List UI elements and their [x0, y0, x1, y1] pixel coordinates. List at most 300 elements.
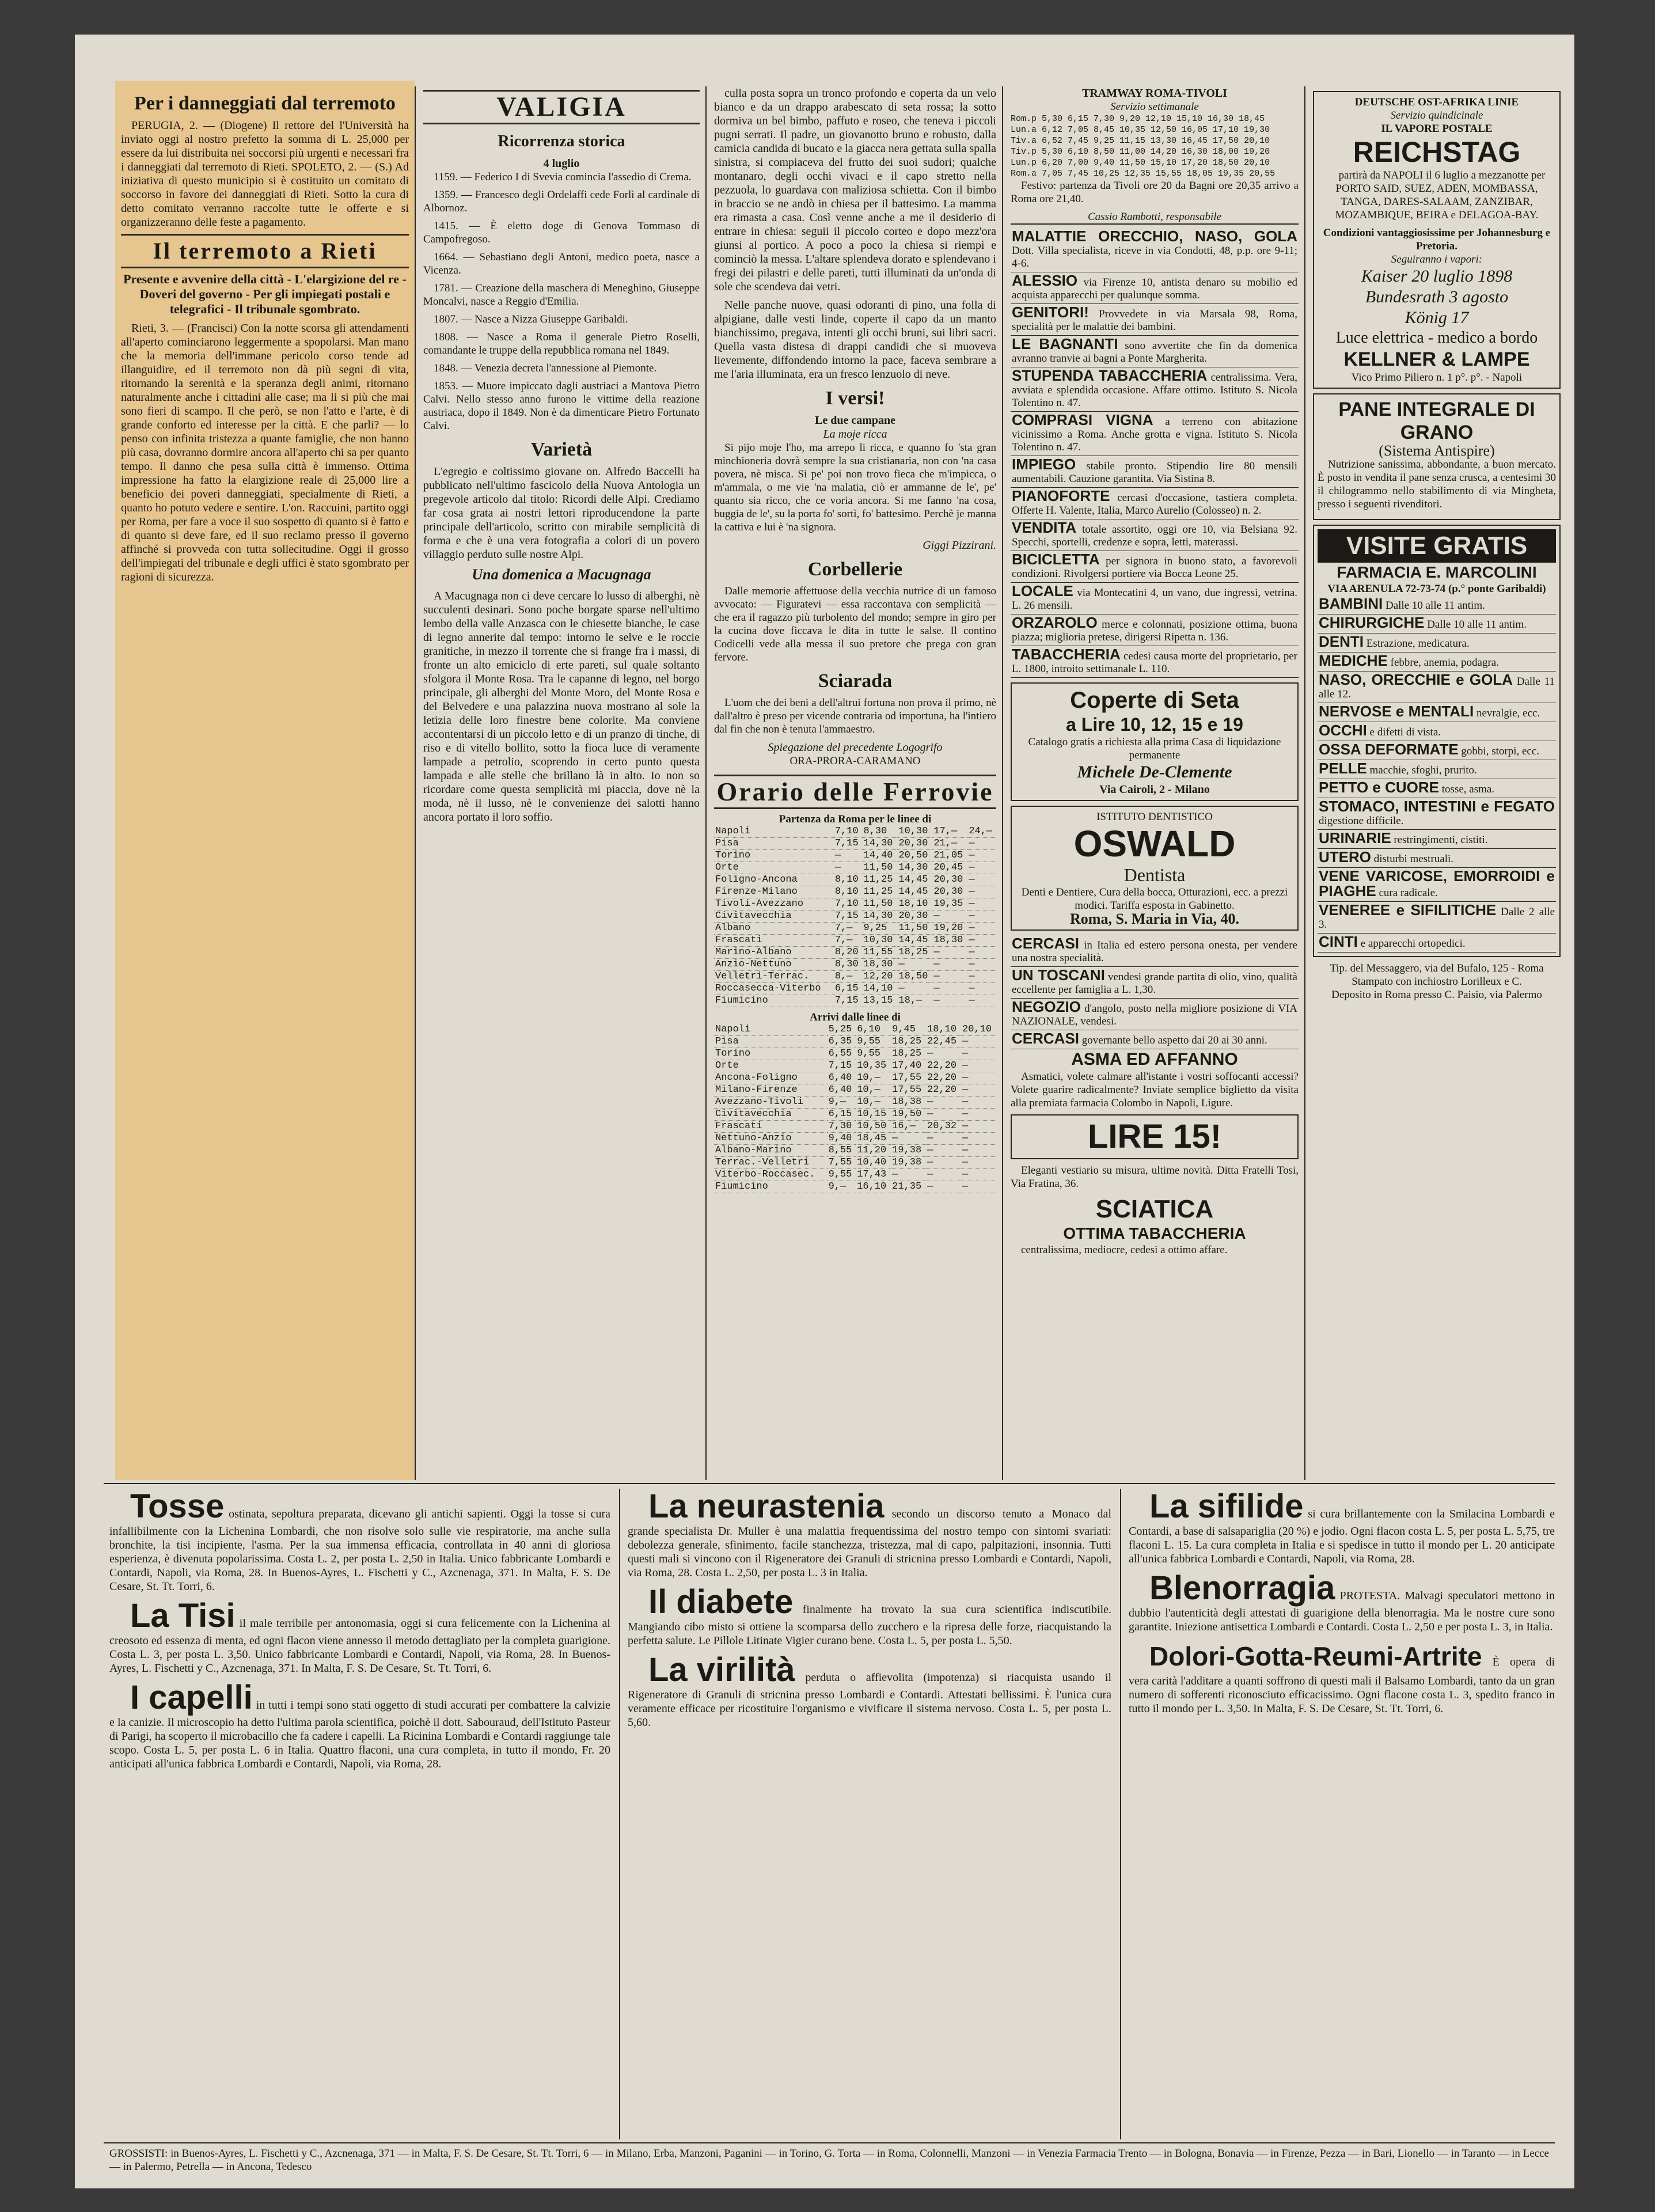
timetable-time: — [961, 1133, 996, 1145]
timetable-station: Pisa [714, 1036, 828, 1048]
chronicle-item: 1159. — Federico I di Svevia comincia l'assedio di Crema. [434, 171, 692, 183]
silk-ad [1011, 682, 1299, 801]
classified-ads [1011, 935, 1299, 1049]
free-visits-specialty: BAMBINI [1319, 595, 1383, 612]
timetable-station: Pisa [714, 838, 834, 850]
classified-ad-headline: UN TOSCANI [1012, 966, 1105, 984]
timetable-row [714, 1145, 996, 1157]
classified-ad-headline: COMPRASI VIGNA [1012, 411, 1153, 428]
timetable-row [714, 983, 996, 995]
timetable-time: 18,— [897, 995, 932, 1007]
timetable-station: Napoli [714, 1024, 828, 1036]
timetable-time: 16,10 [856, 1181, 891, 1193]
timetable-station: Torino [714, 1048, 828, 1060]
timetable-time: 18,50 [897, 971, 932, 983]
free-visits-item [1318, 760, 1556, 779]
classified-ad-text: centralissima. Vera, avviata e splendida occasione. Affare ottimo. Istituto S. Nicola Tolentino n. 47. [1012, 371, 1298, 409]
timetable-station: Napoli [714, 826, 834, 838]
timetable-departures [714, 826, 996, 1007]
tram-row: Lun.a 6,12 7,05 8,45 10,35 12,50 16,05 17,10 19,30 [1011, 125, 1270, 135]
classified-ad [1011, 228, 1299, 272]
free-visits-specialty: DENTI [1319, 633, 1364, 650]
free-visits-specialty: URINARIE [1319, 829, 1391, 847]
timetable-time: — [967, 910, 996, 923]
column-1 [121, 86, 409, 1480]
free-visits-item [1318, 830, 1556, 849]
timetable-time: 9,— [828, 1181, 856, 1193]
classified-ad-headline: CERCASI [1012, 935, 1080, 952]
section-title: Ricorrenza storica [498, 132, 625, 150]
free-visits-specialty: PELLE [1319, 760, 1367, 777]
classified-ad [1011, 488, 1299, 519]
timetable-time: 9,45 [891, 1024, 926, 1036]
timetable-station: Nettuno-Anzio [714, 1133, 828, 1145]
dentist-ad [1011, 806, 1299, 931]
timetable-station: Orte [714, 862, 834, 874]
asthma-ad-text: Asmatici, volete calmare all'istante i vostri soffocanti accessi? Volete guarire radicalmente? Inviate semplice biglietto da visita alla premiata farmacia Colombo in Napoli, Ligure. [1011, 1071, 1299, 1109]
timetable-time: 10,40 [856, 1157, 891, 1169]
timetable-time: — [967, 850, 996, 862]
timetable-time: 6,10 [856, 1024, 891, 1036]
ad-body: il male terribile per antonomasia, oggi si cura felicemente con la Lichenina al creosoto ed essenza di menta, ed ogni flacon viene annesso il metodo dettagliato per la completa guarigione. Costa L. 3, per posta L. 3,50. Unico fabbricante Lombardi e Contardi, Napoli, via Roma, 28. In Buenos-Ayres, L. Fischetti y C., Azcnenaga, 371. In Malta, F. S. De Cesare, St. Tt. Torri, 6. [109, 1617, 610, 1675]
bottom-column-2 [628, 1489, 1111, 2139]
timetable-time: — [961, 1181, 996, 1193]
timetable-time: — [961, 1145, 996, 1157]
timetable-time: 8,— [834, 971, 863, 983]
timetable-time: 18,25 [897, 947, 932, 959]
timetable-time: 8,55 [828, 1145, 856, 1157]
classified-ad-headline: GENITORI! [1012, 303, 1089, 321]
timetable-time: 18,45 [856, 1133, 891, 1145]
bread-ad-text: Nutrizione sanissima, abbondante, a buon mercato. È posto in vendita il pane senza crusca, a centesimi 30 il chilogrammo nello stabilimento di via Mingheta, presso i seguenti rivenditori. [1318, 458, 1556, 510]
ad-headline: La virilità [648, 1651, 795, 1689]
classified-ad-headline: VENDITA [1012, 519, 1077, 536]
timetable-station: Frascati [714, 935, 834, 947]
classified-ad-headline: IMPIEGO [1012, 456, 1076, 473]
timetable-row [714, 838, 996, 850]
timetable-time: 7,15 [834, 910, 863, 923]
classified-ad-headline: ALESSIO [1012, 272, 1078, 289]
timetable-time: — [967, 983, 996, 995]
article-title: Il terremoto a Rieti [121, 234, 409, 268]
free-visits-ad [1313, 525, 1561, 957]
classified-ad-headline: CERCASI [1012, 1030, 1080, 1047]
classified-ad [1011, 583, 1299, 614]
timetable-time: — [961, 1109, 996, 1121]
newspaper-page [75, 35, 1574, 2188]
shipping-ad-ship-item: Bundesrath 3 agosto [1365, 287, 1509, 306]
timetable-time: — [961, 1036, 996, 1048]
timetable-time: 10,30 [897, 826, 932, 838]
dentist-ad-address: Roma, S. Maria in Via, 40. [1070, 910, 1239, 927]
timetable-time: — [961, 1169, 996, 1181]
puzzle-solution: ORA-PRORA-CARAMANO [789, 755, 921, 767]
article-title: Corbellerie [807, 559, 903, 580]
classified-ad-text: via Firenze 10, antista denaro su mobilio ed acquista apparecchi per qualunque somma. [1012, 276, 1298, 301]
free-visits-item [1318, 741, 1556, 760]
ad-headline: I capelli [130, 1679, 253, 1716]
timetable-row [714, 1036, 996, 1048]
timetable-station: Orte [714, 1060, 828, 1072]
timetable-row [714, 1060, 996, 1072]
tram-row: Lun.p 6,20 7,00 9,40 11,50 15,10 17,20 18,50 20,10 [1011, 158, 1270, 168]
timetable-time: 10,30 [863, 935, 898, 947]
timetable-time: 20,30 [897, 910, 932, 923]
timetable-time: 10,— [856, 1072, 891, 1084]
ad-headline: La sifilide [1149, 1489, 1304, 1525]
timetable-time: — [967, 862, 996, 874]
timetable-time: 20,45 [932, 862, 967, 874]
bread-ad-sub: (Sistema Antispire) [1379, 442, 1495, 459]
timetable-row [714, 1133, 996, 1145]
classified-ad-headline: NEGOZIO [1012, 998, 1081, 1015]
asthma-ad-title: ASMA ED AFFANNO [1071, 1050, 1238, 1069]
classified-ad [1011, 614, 1299, 646]
timetable-time: 19,35 [932, 898, 967, 910]
timetable-time: — [967, 874, 996, 886]
timetable-time: 6,15 [828, 1109, 856, 1121]
timetable-time: 17,43 [856, 1169, 891, 1181]
timetable-time: 22,45 [926, 1036, 961, 1048]
free-visits-item [1318, 652, 1556, 671]
timetable-time: 10,— [856, 1096, 891, 1109]
bread-ad-title: PANE INTEGRALE DI GRANO [1338, 399, 1535, 443]
classified-ad [1011, 456, 1299, 488]
classified-ad [1011, 967, 1299, 999]
timetable-time: — [961, 1157, 996, 1169]
timetable-row [714, 1048, 996, 1060]
timetable-time: 11,25 [863, 874, 898, 886]
timetable-time: — [891, 1133, 926, 1145]
timetable-time: 10,35 [856, 1060, 891, 1072]
poem-title: I versi! [825, 388, 885, 409]
classified-ad [1011, 1030, 1299, 1049]
timetable-row [714, 1181, 996, 1193]
timetable-time: — [967, 995, 996, 1007]
dentist-ad-top: ISTITUTO DENTISTICO [1096, 811, 1213, 823]
timetable-station: Avezzano-Tivoli [714, 1096, 828, 1109]
timetable-row [714, 995, 996, 1007]
timetable-arrivals-title: Arrivi dalle linee di [810, 1011, 901, 1023]
timetable-time: 8,30 [834, 959, 863, 971]
timetable-time: — [926, 1048, 961, 1060]
timetable-time: 18,25 [891, 1036, 926, 1048]
timetable-time: 22,20 [926, 1072, 961, 1084]
free-visits-specialty: OCCHI [1319, 722, 1367, 739]
classified-ad-text: stabile pronto. Stipendio lire 80 mensili aumentabili. Cauzione garantita. Via Sistina 8. [1012, 460, 1297, 485]
classified-ad-headline: LOCALE [1012, 582, 1073, 600]
timetable-time: 20,50 [897, 850, 932, 862]
timetable-time: — [961, 1060, 996, 1072]
timetable-time: 7,30 [828, 1121, 856, 1133]
timetable-station: Fiumicino [714, 1181, 828, 1193]
timetable-title: Orario delle Ferrovie [714, 775, 996, 809]
timetable-time: 22,20 [926, 1084, 961, 1096]
timetable-time: 5,25 [828, 1024, 856, 1036]
timetable-time: 8,10 [834, 874, 863, 886]
classified-ad-headline: LE BAGNANTI [1012, 335, 1118, 352]
classified-ad-text: totale assortito, oggi ore 10, via Belsiana 92. Specchi, sportelli, credenze e sopra, letti, materassi. [1012, 523, 1298, 548]
free-visits-specialty: NERVOSE e MENTALI [1319, 703, 1474, 720]
article-title: Sciarada [818, 670, 893, 692]
timetable-departures-title: Partenza da Roma per le linee di [779, 813, 932, 825]
column-rule [415, 86, 416, 1480]
timetable-station: Tivoli-Avezzano [714, 898, 834, 910]
classified-ad-text: Dott. Villa specialista, riceve in via Condotti, 48, p.p. ore 9-11; 4-6. [1012, 245, 1297, 270]
timetable-time: 7,15 [834, 838, 863, 850]
timetable-time: 14,30 [863, 838, 898, 850]
timetable-time: 7,— [834, 923, 863, 935]
classified-ad-text: cercasi d'occasione, tastiera completa. Offerte H. Valente, Italia, Marco Aurelio (Colosseo) n. 2. [1012, 492, 1297, 517]
chronicle-list [423, 170, 700, 432]
timetable-time: 14,30 [897, 862, 932, 874]
timetable-time: — [932, 995, 967, 1007]
article-body: L'uom che dei beni a dell'altrui fortuna non prova il primo, nè dall'altro è preso per vicende contraria od importuna, ha l'intiero dal fin che non è tenuta l'ammaestro. [714, 697, 996, 735]
free-visits-hours: e difetti di vista. [1369, 726, 1441, 738]
free-visits-item [1318, 722, 1556, 741]
column-3 [714, 86, 996, 1480]
free-visits-hours: tosse, asma. [1441, 783, 1495, 795]
timetable-time: 11,50 [897, 923, 932, 935]
shipping-ad-ship-item: König 17 [1405, 308, 1469, 327]
ad-headline: Tosse [130, 1489, 225, 1525]
column-rule [1304, 86, 1305, 1480]
chronicle-item: 1853. — Muore impiccato dagli austriaci a Mantova Pietro Calvi. Nello stesso anno furono le vittime della reazione austriaca, dopo il 1849. Non è da dimenticare Pietro Fortunato Calvi. [423, 380, 700, 432]
timetable-time: 11,20 [856, 1145, 891, 1157]
classified-ad [1011, 336, 1299, 367]
timetable-station: Milano-Firenze [714, 1084, 828, 1096]
timetable-time: — [961, 1048, 996, 1060]
timetable-time: 17,55 [891, 1072, 926, 1084]
classified-ad-text: cedesi causa morte del proprietario, per L. 1800, introito settimanale L. 110. [1012, 650, 1298, 675]
free-visits-item [1318, 902, 1556, 934]
timetable-time: 9,40 [828, 1133, 856, 1145]
timetable-time: 17,— [932, 826, 967, 838]
timetable-time: 14,40 [863, 850, 898, 862]
dentist-ad-name: OSWALD [1073, 823, 1236, 864]
timetable-time: 17,40 [891, 1060, 926, 1072]
classified-ad-text: in Italia ed estero persona onesta, per vendere una nostra specialità. [1012, 939, 1297, 964]
free-visits-item [1318, 779, 1556, 798]
shipping-ad-conditions: Condizioni vantaggiosissime per Johannesburg e Pretoria. [1323, 227, 1551, 252]
timetable-time: 11,50 [863, 862, 898, 874]
classified-ad-headline: STUPENDA TABACCHERIA [1012, 367, 1208, 384]
timetable-time: 11,25 [863, 886, 898, 898]
timetable-row [714, 826, 996, 838]
timetable-time: 14,10 [863, 983, 898, 995]
timetable-time: 18,25 [891, 1048, 926, 1060]
free-visits-item [1318, 934, 1556, 953]
timetable-time: — [926, 1109, 961, 1121]
timetable-time: 14,30 [863, 910, 898, 923]
classified-ad [1011, 551, 1299, 583]
timetable-station: Ancona-Foligno [714, 1072, 828, 1084]
timetable-time: 18,10 [926, 1024, 961, 1036]
free-visits-hours: Dalle 10 alle 11 antim. [1385, 600, 1485, 612]
shipping-ad-ship: REICHSTAG [1353, 136, 1521, 168]
classified-ad [1011, 367, 1299, 412]
shipping-ad-feature: Luce elettrica - medico a bordo [1335, 329, 1538, 347]
timetable-time: 13,15 [863, 995, 898, 1007]
shipping-ad-ship-item: Kaiser 20 luglio 1898 [1361, 267, 1513, 286]
classified-ad [1011, 304, 1299, 336]
timetable-time: 14,45 [897, 874, 932, 886]
timetable-station: Civitavecchia [714, 1109, 828, 1121]
classified-ad [1011, 935, 1299, 967]
timetable-row [714, 1169, 996, 1181]
ink-line: Stampato con inchiostro Lorilleux e C. [1352, 976, 1522, 988]
timetable-row [714, 947, 996, 959]
ad-body: in tutti i tempi sono stati oggetto di studi accurati per combattere la calvizie e la canizie. Il microscopio ha detto l'ultima parola scientifica, poichè il dott. Sabouraud, dell'Istituto Pasteur di Parigi, ha scoperto il microbacillo che fa cadere i capelli. La Ricinina Lombardi e Contardi raggiunge tale scopo. Costa L. 5, per posta L. 6 in Italia. Quattro flaconi, una cura completa, in tutto il mondo, Fr. 20 anticipati all'unica fabbrica Lombardi e Contardi, Napoli, via Roma, 28. [109, 1699, 610, 1770]
free-visits-item [1318, 614, 1556, 633]
column-rule [619, 1489, 620, 2139]
timetable-time: 20,30 [932, 874, 967, 886]
timetable-time: — [897, 959, 932, 971]
timetable-time: 18,30 [932, 935, 967, 947]
article-body: Nelle panche nuove, quasi odoranti di pino, una folla di alpigiane, dalle vesti linde, coperte il capo da un manto bianchissimo, pregava, intenti gli occhi bruni, sui libri sacri. Quella vasta distesa di drappi candidi che si muoveva lievemente, diffondendo intorno la pace, faceva sembrare a me l'aria illuminata, era un fresco lenzuolo di neve. [714, 299, 996, 381]
timetable-time: — [932, 971, 967, 983]
column-2 [423, 86, 700, 1480]
timetable-row [714, 959, 996, 971]
timetable-time: 20,10 [961, 1024, 996, 1036]
timetable-station: Marino-Albano [714, 947, 834, 959]
free-visits-hours: restringimenti, cistiti. [1394, 834, 1488, 846]
chronicle-date: 4 luglio [543, 157, 580, 170]
timetable-station: Firenze-Milano [714, 886, 834, 898]
shipping-ad-text: partirà da NAPOLI il 6 luglio a mezzanotte per PORTO SAID, SUEZ, ADEN, MOMBASSA, TANGA, DARES-SALAAM, ZANZIBAR, MOZAMBIQUE, BEIRA e DELAGOA-BAY. [1335, 169, 1546, 221]
classified-ad-headline: PIANOFORTE [1012, 487, 1110, 504]
timetable-row [714, 850, 996, 862]
classified-ad-text: Provvedete in via Marsala 98, Roma, specialità per le malattie dei bambini. [1012, 308, 1297, 333]
timetable-station: Roccasecca-Viterbo [714, 983, 834, 995]
timetable-row [714, 1084, 996, 1096]
depot-line: Deposito in Roma presso C. Paisio, via Palermo [1331, 989, 1542, 1001]
shipping-ad-sub: Servizio quindicinale [1390, 109, 1483, 122]
timetable-time: — [932, 947, 967, 959]
timetable-time: 14,45 [897, 886, 932, 898]
shipping-ad-address: Vico Primo Piliero n. 1 p°. p°. - Napoli [1351, 371, 1523, 384]
article-body: Rieti, 3. — (Francisci) Con la notte scorsa gli attendamenti all'aperto cominciarono leggermente a spopolarsi. Man mano che la memoria dell'immane pericolo corso tende ad illanguidire, ed il terremoto non dà più segni di vita, ritornando la serenità e la speranza degli animi, ritornano naturalmente anche i cittadini alle case; ma li si più che mai sono fieri di scampo. Il che però, se non l'atto e l'arte, è di grande conforto ed interesse per la città. E che parli? — lo penso con infinita tristezza a quante famiglie, che non hanno più casa, dovranno dormire ancora all'aperto chi sa per quanto tempo. Il danno che pesa sulla città è immenso. Ottima impressione ha fatto la elargizione reale di 25,000 lire a beneficio dei poveri danneggiati, specialmente di Rieti, a quanto ho potuto vedere e sentire. L'on. Raccuini, partito oggi per Roma, per fare a voce il suo sospetto di quanto si è fatto e di quanto si deve fare, ed il suo reclamo presso il governo affinché si provveda con tutta sollecitudine. Oggi il grosso dell'impiegati del tribunale e degli uffici è stato sgombrato per ragioni di sicurezza. [121, 322, 409, 583]
timetable-time: 11,55 [863, 947, 898, 959]
timetable-time: 8,10 [834, 886, 863, 898]
classified-ad-headline: ORZAROLO [1012, 614, 1098, 631]
chronicle-item: 1664. — Sebastiano degli Antoni, medico poeta, nasce a Vicenza. [423, 251, 700, 276]
tram-row: Rom.a 7,05 7,45 10,25 12,35 15,55 18,05 19,35 20,55 [1011, 169, 1276, 179]
article-title: Una domenica a Macugnaga [472, 566, 651, 583]
tobacco-ad-text: centralissima, mediocre, cedesi a ottimo affare. [1021, 1244, 1228, 1256]
timetable-time: — [926, 1133, 961, 1145]
bottom-column-1 [109, 1489, 610, 2139]
timetable-time: 9,55 [856, 1036, 891, 1048]
classified-ad [1011, 412, 1299, 456]
timetable-time: 19,38 [891, 1145, 926, 1157]
sciatica-ad-title: SCIATICA [1095, 1195, 1214, 1223]
lire-ad-text: Eleganti vestiario su misura, ultime novità. Ditta Fratelli Tosi, Via Fratina, 36. [1011, 1164, 1299, 1190]
poem-body: Si pijo moje l'ho, ma arrepo li ricca, e quanno fo 'sta gran minchioneria dovrà sempre la sua cristianaria, non con 'na casa povera, nè misca. Si pe' poi non trovo fieca che m'impicca, o m'ammala, o me vie 'na malatia, ciò er ammanne de le', pe' quanto sia ricco, che ce voria ancora. Si me fanno 'na cosa, buggia de le', su la porta fo' sortì, fo' battesimo. Perchè je manna la cattiva e lui è 'na signora. [714, 442, 996, 533]
free-visits-specialty: OSSA DEFORMATE [1319, 741, 1459, 758]
poem-author: Giggi Pizzirani. [923, 539, 996, 552]
free-visits-specialty: VENEREE e SIFILITICHE [1319, 901, 1497, 919]
free-visits-address: VIA ARENULA 72-73-74 (p.° ponte Garibaldi) [1327, 583, 1546, 595]
free-visits-hours: nevralgie, ecc. [1476, 707, 1540, 719]
column-rule [705, 86, 707, 1480]
free-visits-hours: Dalle 2 alle 3. [1319, 906, 1555, 931]
timetable-time: 19,50 [891, 1109, 926, 1121]
classified-ad-text: via Montecatini 4, un vano, due ingressi, vetrina. L. 26 mensili. [1012, 587, 1297, 612]
timetable-station: Foligno-Ancona [714, 874, 834, 886]
article-title: Varietà [530, 439, 593, 460]
article-body: A Macugnaga non ci deve cercare lo lusso di alberghi, nè succulenti desinari. Sono poche borgate sparse nell'ultimo lembo della valle Anzasca con le chiesette bianche, le case di legno annerite dal tempo: intorno le selve e le roccie granitiche, in mezzo il torrente che si frange fra i massi, di fronte un alto emiciclo di erte pareti, sul quale soltanto sfolgora il Monte Rosa. Tra le capanne di legno, nel borgo principale, gli alberghi del Monte Moro, del Monte Rosa e del Belvedere e una palazzina nuova mostrano al sole la letizia delle loro finestre bene colorite. Ma conviene accontentarsi di un piccolo letto e di un pranzo di tinche, di riso e di vitello bollito, sotto la fioca luce di veramente lampade a petrolio, scoprendo in certo punto questa lampada e alle stelle che brillano là in alto. Io non so ricordare come questa semplicità mi piaccia, dove nè la moda, nè il lusso, nè le convenienze dei salotti hanno ancora portato il loro soffio. [423, 590, 700, 824]
shipping-ad-agent: KELLNER & LAMPE [1343, 348, 1530, 370]
free-visits-item [1318, 671, 1556, 703]
free-visits-list [1318, 595, 1556, 953]
free-visits-specialty: CHIRURGICHE [1319, 614, 1425, 631]
classified-ads [1011, 228, 1299, 678]
free-visits-hours: Dalle 11 alle 12. [1319, 676, 1555, 700]
article-body: culla posta sopra un tronco profondo e coperta da un velo bianco e da un drappo arabescato di seta rossa; la sotto dormiva un bel bimbo, paffuto e roseo, che teneva i piccoli pugni serrati. Il padre, un giovanotto bruno e robusto, dalla camicia candida di bucato e la giacca nera gettata sulla spalla sinistra, si compiaceva del frutto dei suoi sudori; qualche montanaro, degli occhi vivaci e il capo stretto nella pezzuola, lo guardava con maliziosa schietta. Con il bimbo in braccio se ne andò in chiesa per il battesimo. La mamma era rimasta a casa. Così venne anche a me il desiderio di entrare in chiesa: seguii il piccolo corteo e dopo mezz'ora giunsi al portico. A poco a poco la chiesa si riempì e cominciò la messa. L'altare splendeva dorato e splendevano i fregi dei pilastri e delle pareti, tutti illuminati da un'onda di sole che scendeva dai vetri. [714, 87, 996, 293]
ad-body: PROTESTA. Malvagi speculatori mettono in dubbio l'autenticità degli attestati di guarigione della blenorragia. Ma le nostre cure sono garantite. Iniezione antisettica Lombardi e Contardi. Costa L. 2,50 e per posta L. 3, in Italia. [1129, 1589, 1555, 1633]
timetable-row [714, 898, 996, 910]
classified-ad [1011, 999, 1299, 1030]
classified-ad-text: a terreno con abitazione vicinissimo a Roma. Anche grotta e vigna. Istituto S. Nicola Tolentino n. 47. [1012, 416, 1298, 453]
wholesalers-line: GROSSISTI: in Buenos-Ayres, L. Fischetti y C., Azcnenaga, 371 — in Malta, F. S. De Cesare, St. Tt. Torri, 6 — in Milano, Erba, Manzoni, Paganini — in Torino, G. Torta — in Roma, Colonnelli, Manzoni — in Venezia Farmacia Trento — in Bologna, Bonavia — in Firenze, Pezza — in Bari, Lionello — in Taranto — in Lecce — in Palermo, Petrella — in Ancona, Tedesco [109, 2148, 1549, 2173]
timetable-station: Anzio-Nettuno [714, 959, 834, 971]
timetable-time: 11,50 [863, 898, 898, 910]
tram-footer: Festivo: partenza da Tivoli ore 20 da Bagni ore 20,35 arrivo a Roma ore 21,40. [1011, 180, 1299, 205]
timetable-time: — [926, 1181, 961, 1193]
lire-ad-title: LIRE 15! [1011, 1114, 1299, 1159]
chronicle-item: 1807. — Nasce a Nizza Giuseppe Garibaldi. [434, 313, 628, 325]
free-visits-hours: Dalle 10 alle 11 antim. [1427, 619, 1527, 631]
timetable-time: 8,30 [863, 826, 898, 838]
timetable-row [714, 935, 996, 947]
ad-body: finalmente ha trovato la sua cura scientifica indiscutibile. Mangiando cibo misto si ottiene la scomparsa dello zucchero e la ripresa delle forze, riacquistando la perfetta salute. Le Pillole Litinate Vigier curano bene. Costa L. 5, per posta L. 5,50. [628, 1603, 1111, 1647]
timetable-time: 6,35 [828, 1036, 856, 1048]
timetable-time: 21,— [932, 838, 967, 850]
silk-ad-text: Catalogo gratis a richiesta alla prima Casa di liquidazione permanente [1028, 736, 1281, 761]
timetable-time: 7,15 [834, 995, 863, 1007]
free-visits-item [1318, 868, 1556, 902]
ad-headline: Il diabete [648, 1583, 794, 1621]
free-visits-specialty: MEDICHE [1319, 652, 1388, 669]
free-visits-hours: febbre, anemia, podagra. [1390, 657, 1499, 669]
timetable-time: — [967, 923, 996, 935]
timetable-time: 7,55 [828, 1157, 856, 1169]
classified-ad [1011, 646, 1299, 678]
classified-ad-text: d'angolo, posto nella migliore posizione di VIA NAZIONALE, vendesi. [1012, 1003, 1297, 1027]
free-visits-hours: gobbi, storpi, ecc. [1461, 745, 1540, 757]
silk-ad-title: Coperte di Seta [1070, 688, 1239, 713]
timetable-time: 9,55 [856, 1048, 891, 1060]
free-visits-item [1318, 798, 1556, 830]
classified-ad-headline: TABACCHERIA [1012, 646, 1121, 663]
section-rule [104, 1483, 1555, 1484]
timetable-row [714, 862, 996, 874]
timetable-time: 24,— [967, 826, 996, 838]
ad-headline: Blenorragia [1149, 1569, 1335, 1607]
timetable-time: — [926, 1169, 961, 1181]
timetable-time: 9,55 [828, 1169, 856, 1181]
timetable-row [714, 1096, 996, 1109]
timetable-time: 12,20 [863, 971, 898, 983]
timetable-time: 19,20 [932, 923, 967, 935]
ad-body: perduta o affievolita (impotenza) si riacquista usando il Rigeneratore di Granuli di stricnina presso Lombardi e Contardi. Attestati bellissimi. È l'unica cura veramente efficace per ricostituire l'organismo e vivificare il sistema nervoso. Costa L. 5, per posta L. 5,60. [628, 1671, 1111, 1729]
tobacco-ad-title: OTTIMA TABACCHERIA [1063, 1224, 1246, 1242]
timetable-time: 9,— [828, 1096, 856, 1109]
timetable-time: — [967, 947, 996, 959]
timetable-time: — [891, 1169, 926, 1181]
ad-body: ostinata, sepoltura preparata, dicevano gli antichi sapienti. Oggi la tosse si cura infallibilmente con la Lichenina Lombardi, che non risolve solo sulle vie respiratorie, ma anche sulla bronchite, la tisi incipiente, l'asma. Per la sua immensa efficacia, controllata in 40 anni di gloriosa esperienza, è divenuta popolarissima. Costa L. 2, per posta L. 2,50 in Italia. Unico fabbricante Lombardi e Contardi, Napoli, via Roma, 28. In Buenos-Ayres, L. Fischetti y C., Azcnenaga, 371. In Malta, F. S. De Cesare, St. Tt. Torri, 6. [109, 1508, 610, 1593]
